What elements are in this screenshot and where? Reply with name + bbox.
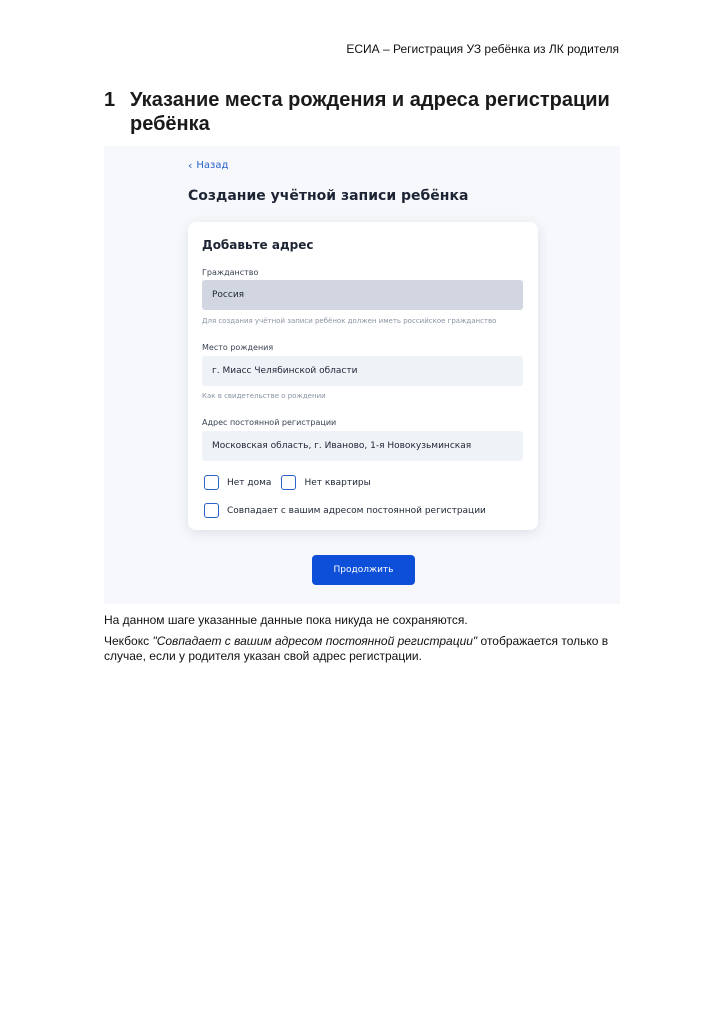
no-apartment-option[interactable] [281,475,370,490]
citizenship-label: Гражданство [202,268,259,277]
citizenship-field [202,280,523,310]
no-house-option[interactable] [204,475,271,490]
same-address-label: Совпадает с вашим адресом постоянной регистрации [227,505,486,516]
running-header: ЕСИА – Регистрация УЗ ребёнка из ЛК родителя [346,42,619,56]
section-number: 1 [104,89,116,111]
address-card [188,222,538,530]
back-label: Назад [196,160,229,171]
no-apartment-label: Нет квартиры [304,477,371,488]
birthplace-value: г. Миасс Челябинской области [212,366,358,376]
same-address-checkbox[interactable] [204,503,219,518]
citizenship-value: Россия [212,290,245,300]
no-house-checkbox[interactable] [204,475,219,490]
note-paragraph-2-emphasis: "Совпадает с вашим адресом постоянной регистрации" [152,634,478,648]
registration-address-input[interactable] [202,431,523,461]
housing-checkboxes [204,475,381,490]
no-house-label: Нет дома [227,477,272,488]
ui-screenshot [104,146,620,604]
note-paragraph-2 [104,634,624,664]
no-apartment-checkbox[interactable] [281,475,296,490]
chevron-left-icon: ‹ [188,158,193,172]
citizenship-hint: Для создания учётной записи ребёнок должен иметь российское гражданство [202,317,497,325]
birthplace-label: Место рождения [202,343,274,352]
section-title: Указание места рождения и адреса регистрации ребёнка [130,89,610,135]
same-address-option[interactable] [204,503,486,518]
same-address-row [204,503,496,518]
card-title: Добавьте адрес [202,238,314,252]
note-paragraph-1: На данном шаге указанные данные пока никуда не сохраняются. [104,613,468,627]
page-title: Создание учётной записи ребёнка [188,188,469,204]
birthplace-input[interactable] [202,356,523,386]
birthplace-hint: Как в свидетельстве о рождении [202,392,326,400]
registration-address-value: Московская область, г. Иваново, 1-я Новокузьминская [212,441,472,451]
note-paragraph-2-suffix: отображается только в случае, если у родителя указан свой адрес регистрации. [104,634,609,663]
registration-address-label: Адрес постоянной регистрации [202,418,337,427]
back-link[interactable] [188,160,228,171]
continue-button[interactable]: Продолжить [312,555,415,585]
note-paragraph-2-prefix: Чекбокс [104,634,153,648]
section-heading [104,88,624,136]
